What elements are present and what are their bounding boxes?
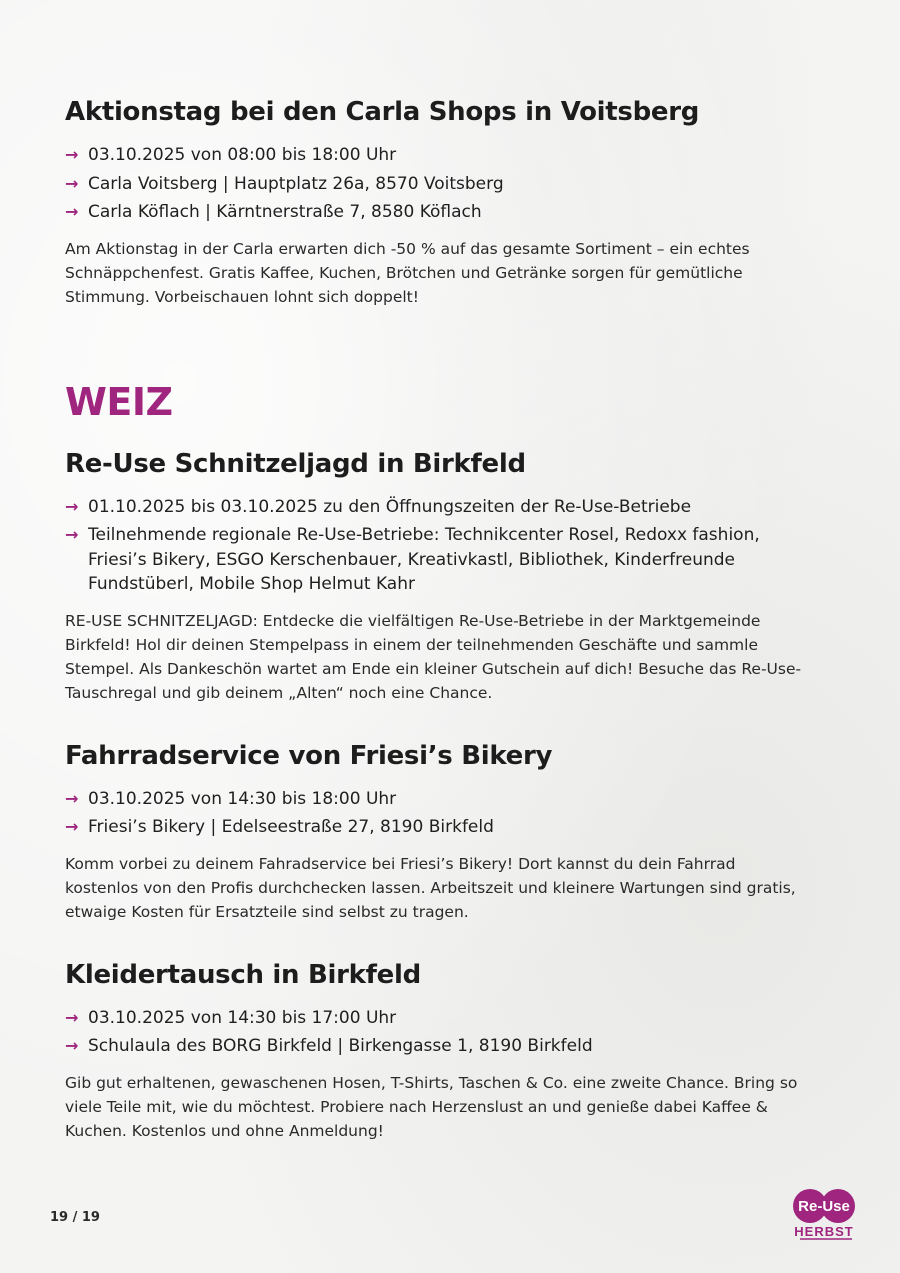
section-title: Kleidertausch in Birkfeld: [65, 959, 421, 990]
arrow-right-icon: →: [65, 496, 79, 516]
arrow-right-icon: →: [65, 145, 79, 164]
page-number: 19 / 19: [50, 1210, 100, 1225]
list-item: → 03.10.2025 von 14:30 bis 17:00 Uhr: [65, 1006, 805, 1031]
page-content: [65, 95, 805, 1177]
info-list: [65, 1006, 805, 1059]
arrow-right-icon: →: [65, 1007, 79, 1027]
info-list: [65, 495, 805, 597]
arrow-right-icon: →: [65, 525, 79, 544]
logo-text-reuse: Re-Use: [798, 1198, 850, 1215]
info-list: [65, 143, 805, 225]
list-item: → Friesi’s Bikery | Edelseestraße 27, 8190 Birkfeld: [65, 815, 805, 840]
info-list: [65, 787, 805, 840]
reuse-herbst-logo: [790, 1186, 862, 1242]
arrow-right-icon: →: [65, 817, 79, 836]
section-title: Fahrradservice von Friesi’s Bikery: [65, 740, 553, 771]
section-description: Komm vorbei zu deinem Fahradservice bei Friesi’s Bikery! Dort kannst du dein Fahrrad kostenlos von den Profis durchchecken lassen. Arbeitszeit und kleinere Wartungen sind gratis, etwaige Kosten für Ersatzteile sind selbst zu tragen.: [65, 854, 796, 921]
logo-text-herbst: HERBST: [794, 1224, 854, 1239]
section-title: Re-Use Schnitzeljagd in Birkfeld: [65, 448, 526, 479]
section-kleidertausch: [65, 958, 805, 1143]
section-carla-voitsberg: [65, 95, 805, 309]
section-schnitzeljagd: [65, 447, 805, 705]
list-item: → Carla Voitsberg | Hauptplatz 26a, 8570 Voitsberg: [65, 172, 805, 197]
section-description: RE-USE SCHNITZELJAGD: Entdecke die vielfältigen Re-Use-Betriebe in der Marktgemeinde Birkfeld! Hol dir deinen Stempelpass in einem der teilnehmenden Geschäfte und sammle Stempel. Als Dankeschön wartet am Ende ein kleiner Gutschein auf dich! Besuche das Re-Use-Tauschregal und gib deinem „Alten“ noch eine Chance.: [65, 611, 802, 702]
section-description: Am Aktionstag in der Carla erwarten dich -50 % auf das gesamte Sortiment – ein echtes Schnäppchenfest. Gratis Kaffee, Kuchen, Brötchen und Getränke sorgen für gemütliche Stimmung. Vorbeischauen lohnt sich doppelt!: [65, 239, 750, 306]
list-item: → Teilnehmende regionale Re-Use-Betriebe: Technikcenter Rosel, Redoxx fashion, Friesi’s Bikery, ESGO Kerschenbauer, Kreativkastl, Bibliothek, Kinderfreunde Fundstüberl, Mobile Shop Helmut Kahr: [65, 525, 760, 594]
section-description: Gib gut erhaltenen, gewaschenen Hosen, T-Shirts, Taschen & Co. eine zweite Chance. Bring so viele Teile mit, wie du möchtest. Probiere nach Herzenslust an und genieße dabei Kaffee & Kuchen. Kostenlos und ohne Anmeldung!: [65, 1073, 798, 1140]
list-item: → Schulaula des BORG Birkfeld | Birkengasse 1, 8190 Birkfeld: [65, 1034, 805, 1059]
list-item: → Carla Köflach | Kärntnerstraße 7, 8580 Köflach: [65, 200, 805, 225]
arrow-right-icon: →: [65, 173, 79, 193]
section-title: Aktionstag bei den Carla Shops in Voitsberg: [65, 97, 700, 127]
list-item: → 01.10.2025 bis 03.10.2025 zu den Öffnungszeiten der Re-Use-Betriebe: [65, 495, 805, 520]
list-item: → 03.10.2025 von 08:00 bis 18:00 Uhr: [65, 143, 805, 168]
list-item: → 03.10.2025 von 14:30 bis 18:00 Uhr: [65, 787, 805, 812]
region-heading: WEIZ: [65, 379, 173, 424]
arrow-right-icon: →: [65, 788, 79, 808]
arrow-right-icon: →: [65, 1036, 79, 1055]
arrow-right-icon: →: [65, 202, 79, 221]
section-fahrradservice: [65, 739, 805, 924]
